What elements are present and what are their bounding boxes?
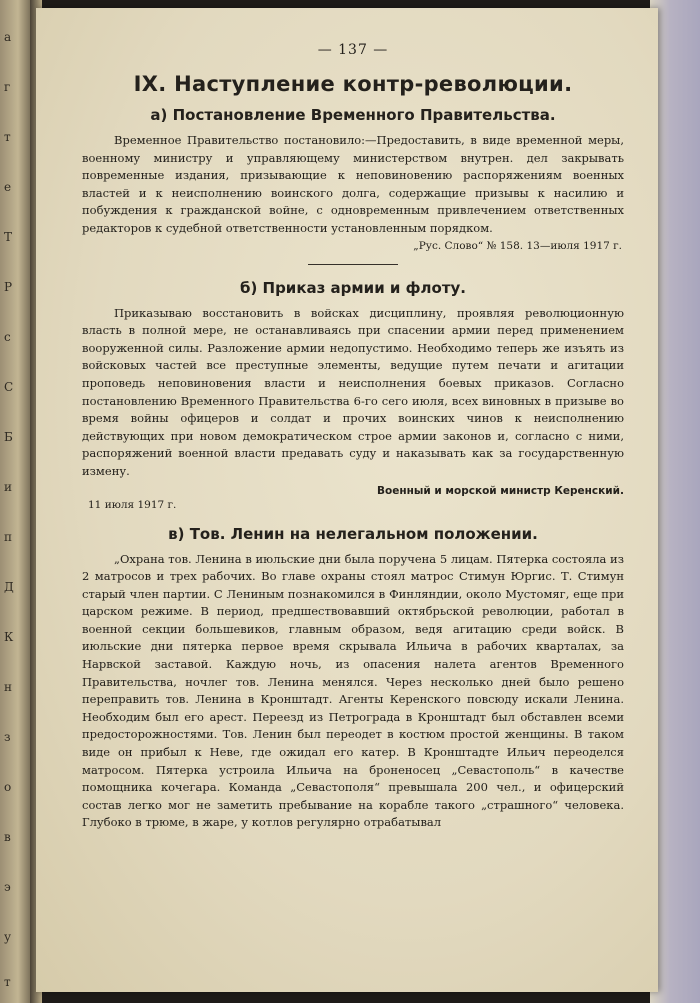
left-page-fragment: п (4, 530, 12, 544)
source-citation: „Рус. Слово“ № 158. 13—июля 1917 г. (413, 239, 622, 252)
section-title: б) Приказ армии и флоту. (239, 278, 467, 297)
left-page-fragment: э (4, 880, 11, 894)
section-title: а) Постановление Временного Правительства. (150, 106, 556, 124)
left-page-fragment: г (4, 80, 11, 94)
left-page-edge (0, 0, 30, 1003)
left-page-fragment: е (4, 180, 12, 194)
left-page-fragment: Д (4, 580, 14, 594)
section-lenin (82, 525, 624, 833)
signature-line: Военный и морской министр Керенский. (377, 484, 624, 497)
left-page-fragment: К (4, 630, 14, 644)
left-page-fragment: у (4, 930, 12, 944)
left-page-fragment: Т (4, 230, 13, 244)
book-page (36, 8, 658, 992)
left-page-fragment: н (4, 680, 12, 694)
left-page-fragment: в (4, 830, 11, 844)
left-page-fragment: Б (4, 430, 13, 444)
left-page-fragment: С (4, 380, 14, 394)
date-line: 11 июля 1917 г. (88, 498, 177, 511)
section-divider (308, 264, 398, 265)
left-page-fragment: т (4, 130, 11, 144)
left-page-fragment: з (4, 730, 11, 744)
left-page-fragment: Р (4, 280, 13, 294)
page-number: — 137 — (317, 42, 389, 58)
section-title: в) Тов. Ленин на нелегальном положении. (168, 524, 538, 543)
page-content (82, 42, 624, 832)
left-page-fragment: а (4, 30, 12, 44)
section-decree (82, 106, 624, 252)
section-paragraph: Временное Правительство постановило:—Предоставить, в виде временной меры, военному министру и управляющему министерством внутрен. дел закрывать повременные издания, призывающие к неповиновению распоряжениям военных властей и к неисполнению воинского долга, содержащие призывы к насилию и побуждения к гражданской войне, с одновременным привлечением ответственных редакторов к судебной ответственности установленным порядком. (82, 133, 624, 235)
section-order (82, 279, 624, 511)
section-paragraph: Приказываю восстановить в войсках дисциплину, проявляя революционную власть в полной мере, не останавливаясь при спасении армии перед применением вооруженной силы. Разложение армии недопустимо. Необходимо теперь же изъять из войсковых частей все преступные элементы, ведущие путем печати и агитации проповедь неповиновения власти и неисполнения боевых приказов. Согласно постановлению Временного Правительства 6-го сего июля, всех виновных в призыве во время войны офицеров и солдат и прочих воинских чинов к неисполнению действующих при новом демократическом строе армии законов и, согласно с ними, распоряжений военной власти предавать суду и наказывать как за государственную измену. (82, 305, 624, 478)
chapter-title: IX. Наступление контр-революции. (133, 72, 573, 96)
section-paragraph: „Охрана тов. Ленина в июльские дни была поручена 5 лицам. Пятерка состояла из 2 матросов и трех рабочих. Во главе охраны стоял матрос Стимун Юргис. Т. Стимун старый член партии. С Лениным познакомился в Финляндии, около Мустомяг, еще при царском режиме. В период, предшествовавший октябрьской революции, работал в военной секции большевиков, главным образом, ведя агитацию среди войск. В июльские дни пятерка первое время скрывала Ильича в рабочих кварталах, за Нарвской заставой. Каждую ночь, из опасения налета агентов Временного Правительства, ночлег тов. Ленина менялся. Через несколько дней было решено переправить тов. Ленина в Кронштадт. Агенты Керенского повсюду искали Ленина. Необходим был его арест. Переезд из Петрограда в Кронштадт был обставлен всеми предосторожностями. Тов. Ленин был переодет в костюм простой женщины. В таком виде он прибыл к Неве, где ожидал его катер. В Кронштадте Ильич переоделся матросом. Пятерка устроила Ильича на броненосец „Севастополь“ в качестве помощника кочегара. Команда „Севастополя“ превышала 200 чел., и офицерский состав легко мог не заметить пребывание на корабле такого „страшного“ человека. Глубоко в трюме, в жаре, у котлов регулярно отрабатывал (82, 551, 624, 830)
left-page-fragment: с (4, 330, 11, 344)
left-page-fragment: т (4, 975, 11, 989)
left-page-fragment: и (4, 480, 12, 494)
left-page-fragment: о (4, 780, 12, 794)
